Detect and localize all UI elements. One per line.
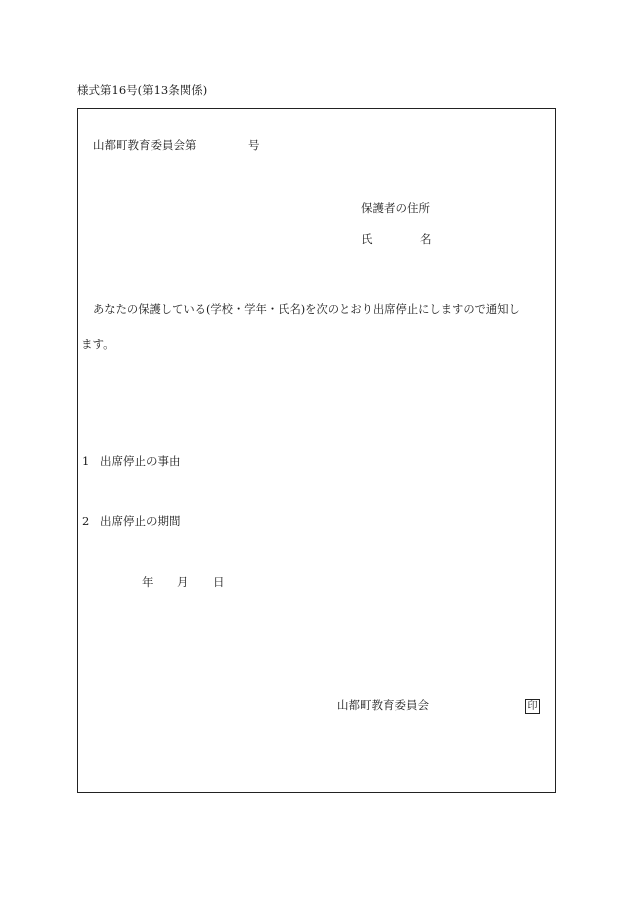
date-year-label: 年 bbox=[142, 575, 154, 589]
date-month-label: 月 bbox=[177, 575, 189, 589]
notice-body-line-1: あなたの保護している(学校・学年・氏名)を次のとおり出席停止にしますので通知し bbox=[93, 303, 520, 316]
guardian-name-label-1: 氏 bbox=[361, 232, 373, 246]
seal-mark: 印 bbox=[525, 699, 540, 714]
form-number: 様式第16号(第13条関係) bbox=[77, 83, 208, 97]
guardian-name-label-2: 名 bbox=[420, 232, 432, 246]
item-2-label: 出席停止の期間 bbox=[100, 514, 181, 528]
signature-issuer: 山都町教育委員会 bbox=[337, 698, 429, 712]
item-1-label: 出席停止の事由 bbox=[100, 454, 181, 468]
guardian-address-label: 保護者の住所 bbox=[361, 201, 430, 215]
issuer-number-suffix: 号 bbox=[248, 138, 260, 152]
date-day-label: 日 bbox=[213, 575, 225, 589]
notice-form-box bbox=[77, 108, 556, 793]
item-2-number: 2 bbox=[82, 514, 90, 528]
notice-body-line-2: ます。 bbox=[81, 337, 115, 351]
item-1-number: 1 bbox=[82, 454, 90, 468]
issuer-number-prefix: 山都町教育委員会第 bbox=[93, 138, 197, 152]
